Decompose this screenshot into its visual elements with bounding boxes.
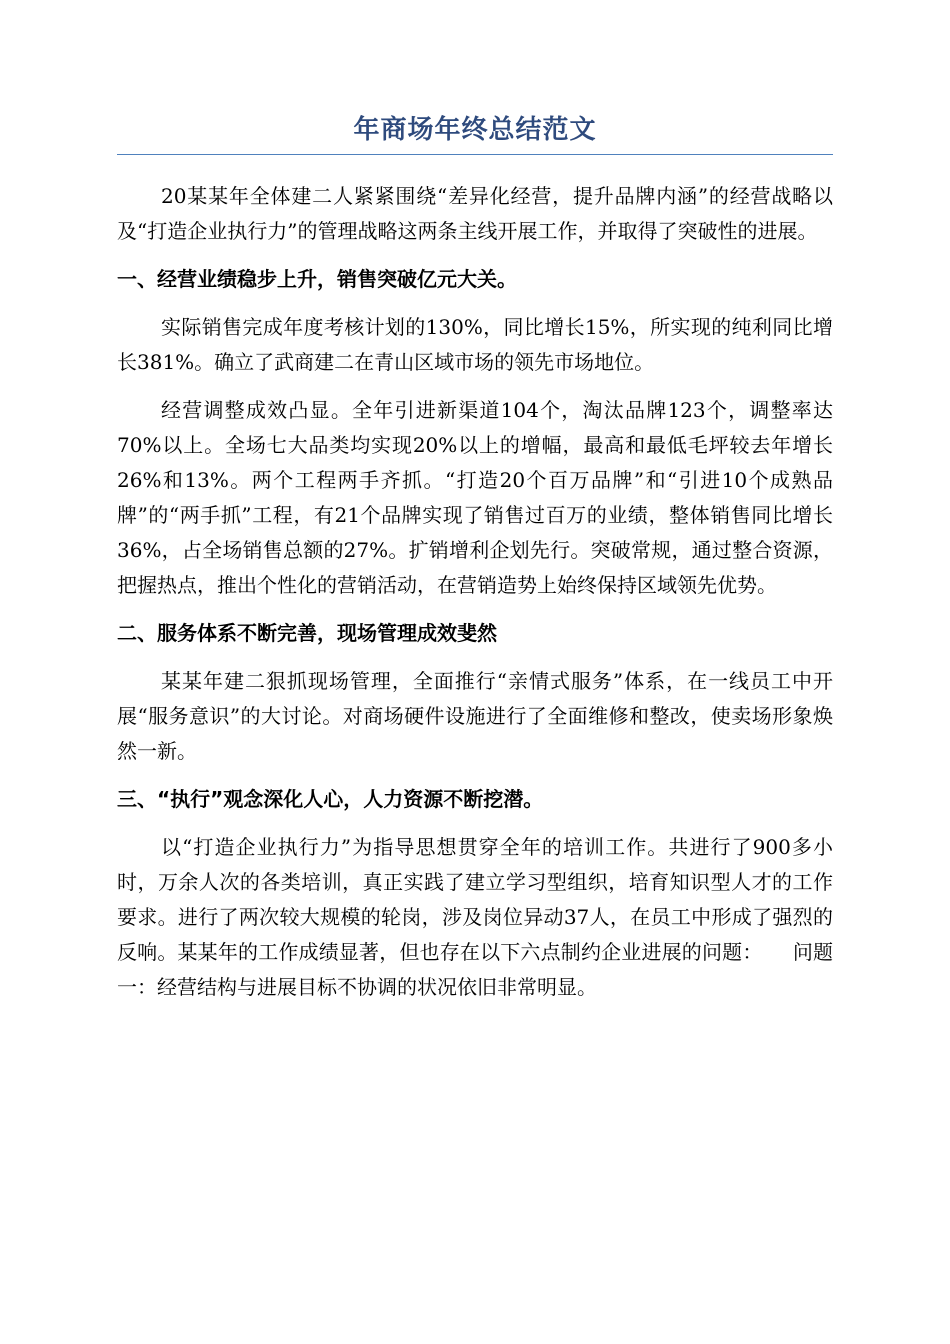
section-2-paragraph-1: 某某年建二狠抓现场管理，全面推行“亲情式服务”体系，在一线员工中开展“服务意识”的大讨论。对商场硬件设施进行了全面维修和整改，使卖场形象焕然一新。 <box>117 669 833 763</box>
section-1-heading: 一、经营业绩稳步上升，销售突破亿元大关。 <box>117 267 517 291</box>
section-1-paragraph-2: 经营调整成效凸显。全年引进新渠道104个，淘汰品牌123个，调整率达70%以上。全场七大品类均实现20%以上的增幅，最高和最低毛坪较去年增长26%和13%。两个工程两手齐抓。“打造20个百万品牌”和“引进10个成熟品牌”的“两手抓”工程，有21个品牌实现了销售过百万的业绩，整体销售同比增长36%，占全场销售总额的27%。扩销增利企划先行。突破常规，通过整合资源，把握热点，推出个性化的营销活动，在营销造势上始终保持区域领先优势。 <box>117 398 833 597</box>
section-3-paragraph-1: 以“打造企业执行力”为指导思想贯穿全年的培训工作。共进行了900多小时，万余人次的各类培训，真正实践了建立学习型组织，培育知识型人才的工作要求。进行了两次较大规模的轮岗，涉及岗位异动37人，在员工中形成了强烈的反响。某某年的工作成绩显著，但也存在以下六点制约企业进展的问题： 问题一：经营结构与进展目标不协调的状况依旧非常明显。 <box>117 835 833 999</box>
section-3-heading: 三、“执行”观念深化人心，人力资源不断挖潜。 <box>117 787 544 811</box>
section-1-paragraph-1: 实际销售完成年度考核计划的130%，同比增长15%，所实现的纯利同比增长381%。确立了武商建二在青山区域市场的领先市场地位。 <box>117 315 833 374</box>
page-title: 年商场年终总结范文 <box>353 115 597 145</box>
section-2-heading: 二、服务体系不断完善，现场管理成效斐然 <box>117 621 497 645</box>
document-page <box>117 110 833 1018</box>
title-underline <box>117 154 833 155</box>
intro-paragraph: 20某某年全体建二人紧紧围绕“差异化经营，提升品牌内涵”的经营战略以及“打造企业执行力”的管理战略这两条主线开展工作，并取得了突破性的进展。 <box>117 184 833 243</box>
